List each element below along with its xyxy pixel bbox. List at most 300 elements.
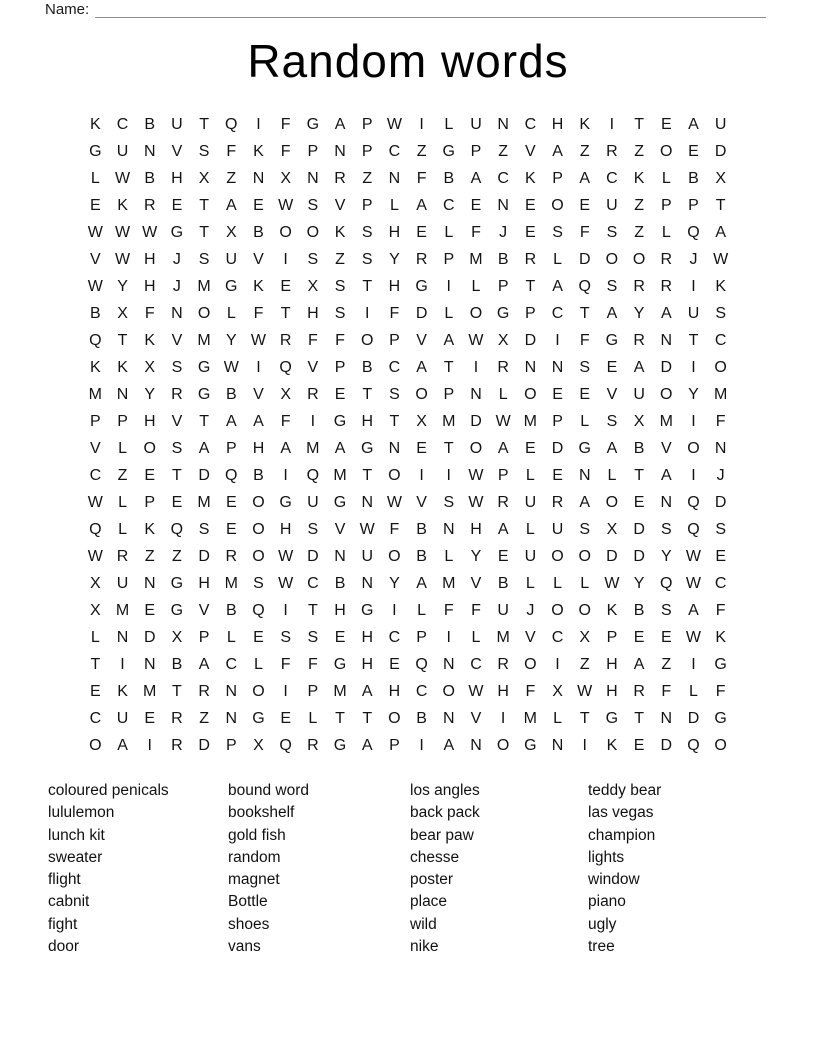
grid-cell: Q [578, 278, 591, 295]
grid-cell: O [252, 683, 265, 700]
grid-cell: U [714, 116, 727, 133]
grid-cell: V [171, 413, 183, 430]
grid-cell: E [660, 116, 672, 133]
grid-cell: H [388, 278, 401, 295]
grid-cell: K [253, 278, 264, 295]
grid-cell: Q [687, 737, 700, 754]
grid-cell: L [444, 116, 454, 133]
grid-cell: Z [579, 656, 590, 673]
grid-cell: J [499, 224, 508, 241]
grid-cell: K [525, 170, 536, 187]
grid-cell: S [579, 521, 591, 538]
grid-cell: P [225, 440, 237, 457]
grid-cell: G [605, 332, 619, 349]
grid-cell: W [386, 494, 402, 511]
grid-cell: L [118, 440, 127, 457]
grid-cell: I [609, 116, 615, 133]
grid-cell: I [691, 359, 696, 376]
grid-cell: S [198, 521, 210, 538]
grid-cell: E [525, 440, 536, 457]
grid-cell: I [283, 467, 288, 484]
grid-cell: G [333, 494, 347, 511]
grid-cell: I [419, 737, 424, 754]
grid-cell: V [171, 143, 183, 160]
word-list-item: lunch kit [48, 826, 105, 844]
grid-cell: F [579, 332, 590, 349]
grid-cell: J [526, 602, 535, 619]
grid-cell: F [280, 413, 291, 430]
grid-cell: G [360, 440, 374, 457]
grid-cell: T [525, 278, 536, 295]
grid-cell: P [443, 251, 455, 268]
grid-cell: U [361, 548, 373, 565]
grid-cell: R [171, 737, 183, 754]
grid-cell: X [90, 575, 101, 592]
grid-cell: Z [498, 143, 509, 160]
grid-cell: M [659, 413, 673, 430]
grid-cell: H [143, 413, 156, 430]
grid-cell: P [552, 413, 563, 430]
grid-cell: A [715, 224, 726, 241]
grid-cell: E [144, 710, 156, 727]
grid-cell: W [604, 575, 620, 592]
grid-cell: E [171, 494, 183, 511]
grid-cell: I [446, 629, 451, 646]
grid-cell: E [525, 197, 536, 214]
grid-cell: P [497, 467, 509, 484]
grid-cell: X [497, 332, 509, 349]
grid-cell: N [361, 494, 373, 511]
word-list-item: piano [588, 893, 626, 911]
word-list-item: los angles [410, 782, 480, 799]
grid-cell: X [715, 170, 726, 187]
grid-cell: B [253, 224, 264, 241]
grid-cell: D [633, 521, 645, 538]
grid-cell: I [419, 116, 424, 133]
grid-cell: B [497, 251, 509, 268]
grid-cell: D [660, 359, 673, 376]
grid-cell: V [525, 143, 536, 160]
grid-cell: T [362, 710, 373, 727]
grid-cell: N [660, 494, 673, 511]
grid-cell: H [388, 683, 401, 700]
grid-cell: H [388, 224, 401, 241]
grid-cell: O [415, 386, 428, 403]
grid-cell: A [688, 116, 699, 133]
grid-cell: W [87, 548, 103, 565]
grid-cell: L [118, 521, 127, 538]
grid-cell: Z [117, 467, 128, 484]
grid-cell: C [89, 467, 102, 484]
grid-cell: J [172, 251, 181, 268]
grid-cell: C [551, 629, 564, 646]
grid-cell: S [307, 521, 319, 538]
grid-cell: A [552, 143, 563, 160]
grid-cell: O [252, 521, 265, 538]
grid-cell: K [117, 197, 128, 214]
grid-cell: S [334, 278, 346, 295]
grid-cell: A [198, 656, 210, 673]
grid-cell: R [497, 656, 509, 673]
grid-cell: N [388, 440, 401, 457]
grid-cell: M [442, 413, 456, 430]
grid-cell: G [306, 116, 320, 133]
grid-cell: W [685, 548, 702, 565]
grid-cell: L [553, 251, 562, 268]
grid-cell: A [660, 305, 672, 322]
grid-cell: A [606, 305, 618, 322]
grid-cell: V [334, 521, 346, 538]
grid-cell: E [416, 440, 427, 457]
grid-cell: W [685, 575, 702, 592]
grid-cell: R [633, 278, 645, 295]
grid-cell: P [144, 494, 156, 511]
grid-cell: X [253, 737, 264, 754]
grid-cell: G [279, 494, 292, 511]
grid-cell: T [280, 305, 291, 322]
grid-cell: P [470, 143, 482, 160]
grid-cell: F [280, 143, 291, 160]
grid-cell: O [442, 683, 455, 700]
grid-cell: C [388, 359, 401, 376]
grid-cell: S [361, 251, 373, 268]
grid-cell: T [362, 278, 373, 295]
grid-cell: C [225, 656, 238, 673]
grid-cell: O [578, 602, 591, 619]
grid-cell: W [278, 197, 294, 214]
grid-cell: O [524, 656, 537, 673]
grid-cell: Q [687, 224, 700, 241]
grid-cell: Q [225, 116, 238, 133]
grid-cell: U [524, 494, 537, 511]
grid-cell: R [334, 170, 346, 187]
grid-cell: R [633, 683, 645, 700]
grid-cell: M [523, 413, 537, 430]
grid-cell: P [660, 197, 672, 214]
grid-cell: V [198, 602, 210, 619]
grid-cell: T [199, 116, 209, 133]
grid-cell: Q [170, 521, 184, 538]
grid-cell: C [89, 710, 102, 727]
grid-cell: A [633, 359, 645, 376]
grid-cell: P [416, 629, 427, 646]
grid-cell: Z [579, 143, 590, 160]
grid-cell: S [334, 305, 346, 322]
grid-cell: E [633, 494, 645, 511]
grid-cell: J [716, 467, 725, 484]
grid-cell: F [280, 656, 291, 673]
grid-cell: N [551, 737, 564, 754]
grid-cell: S [307, 197, 319, 214]
grid-cell: Z [335, 251, 345, 268]
grid-cell: I [256, 359, 261, 376]
grid-cell: H [361, 413, 373, 430]
grid-cell: E [253, 629, 264, 646]
grid-cell: W [142, 224, 158, 241]
grid-cell: V [606, 386, 618, 403]
grid-cell: W [278, 575, 294, 592]
grid-cell: I [691, 656, 696, 673]
grid-cell: K [715, 278, 726, 295]
grid-cell: X [225, 224, 237, 241]
grid-cell: E [633, 737, 645, 754]
grid-cell: U [116, 710, 129, 727]
grid-cell: N [714, 440, 727, 457]
grid-cell: A [361, 683, 373, 700]
grid-cell: G [333, 413, 347, 430]
grid-cell: M [115, 602, 130, 619]
grid-cell: N [388, 170, 401, 187]
grid-cell: V [90, 251, 101, 268]
grid-cell: O [660, 386, 673, 403]
grid-cell: E [253, 197, 264, 214]
grid-cell: E [688, 143, 699, 160]
grid-cell: Z [634, 143, 644, 160]
grid-cell: K [117, 683, 128, 700]
grid-cell: W [468, 494, 484, 511]
grid-cell: X [144, 359, 156, 376]
grid-cell: R [551, 494, 564, 511]
grid-cell: D [687, 710, 700, 727]
grid-cell: G [496, 305, 510, 322]
grid-cell: T [634, 467, 644, 484]
grid-cell: H [606, 656, 618, 673]
grid-cell: R [307, 737, 319, 754]
grid-cell: Y [688, 386, 699, 403]
grid-cell: F [715, 413, 726, 430]
grid-cell: Y [144, 386, 156, 403]
grid-cell: M [523, 710, 537, 727]
word-list-item: random [228, 848, 281, 866]
grid-cell: A [253, 413, 264, 430]
grid-cell: V [660, 440, 672, 457]
grid-cell: C [714, 575, 727, 592]
grid-cell: W [223, 359, 239, 376]
grid-cell: B [633, 602, 645, 619]
grid-cell: A [334, 116, 346, 133]
grid-cell: O [279, 224, 292, 241]
word-list-item: gold fish [228, 826, 286, 844]
grid-cell: N [116, 629, 129, 646]
grid-cell: E [90, 197, 101, 214]
grid-cell: R [660, 251, 673, 268]
word-list-item: flight [48, 871, 81, 889]
grid-cell: Q [89, 332, 102, 349]
grid-cell: P [198, 629, 210, 646]
grid-cell: D [578, 251, 591, 268]
grid-cell: O [469, 440, 483, 457]
grid-cell: N [116, 386, 129, 403]
grid-cell: H [361, 629, 373, 646]
grid-cell: V [525, 629, 536, 646]
grid-cell: B [225, 602, 237, 619]
grid-cell: R [633, 332, 645, 349]
grid-cell: E [280, 710, 291, 727]
grid-cell: G [605, 710, 619, 727]
grid-cell: Y [633, 575, 645, 592]
grid-cell: C [497, 170, 509, 187]
grid-cell: L [226, 305, 236, 322]
grid-cell: C [415, 683, 428, 700]
grid-cell: F [307, 332, 318, 349]
grid-cell: X [416, 413, 427, 430]
grid-cell: V [334, 197, 346, 214]
word-list-item: bear paw [410, 826, 474, 844]
grid-cell: F [389, 521, 400, 538]
grid-cell: W [114, 224, 131, 241]
grid-cell: E [715, 548, 726, 565]
grid-cell: N [334, 548, 346, 565]
grid-cell: G [170, 575, 184, 592]
grid-cell: I [283, 251, 288, 268]
grid-cell: B [416, 548, 427, 565]
grid-cell: F [715, 602, 726, 619]
grid-cell: O [632, 251, 646, 268]
grid-cell: M [197, 494, 211, 511]
grid-cell: D [633, 548, 645, 565]
grid-cell: A [361, 737, 373, 754]
grid-cell: I [147, 737, 152, 754]
grid-cell: W [386, 116, 402, 133]
grid-cell: V [307, 359, 319, 376]
grid-cell: F [280, 116, 291, 133]
grid-cell: U [633, 386, 645, 403]
grid-cell: I [446, 278, 451, 295]
grid-cell: D [198, 548, 210, 565]
grid-cell: A [416, 359, 427, 376]
grid-cell: E [525, 224, 536, 241]
grid-cell: Y [117, 278, 128, 295]
grid-cell: W [87, 224, 103, 241]
grid-cell: F [471, 602, 481, 619]
grid-cell: R [497, 494, 509, 511]
grid-cell: D [606, 548, 618, 565]
page-title: Random words [247, 35, 569, 87]
grid-cell: E [144, 467, 156, 484]
grid-cell: G [524, 737, 537, 754]
grid-cell: K [715, 629, 726, 646]
grid-cell: L [580, 413, 590, 430]
grid-cell: P [552, 170, 563, 187]
name-label: Name: [45, 1, 90, 18]
word-list-item: bookshelf [228, 804, 295, 822]
grid-cell: X [552, 683, 563, 700]
grid-cell: P [225, 737, 237, 754]
grid-cell: B [633, 440, 645, 457]
word-list-item: Bottle [228, 893, 268, 911]
grid-cell: I [446, 467, 451, 484]
grid-cell: I [691, 467, 696, 484]
grid-cell: H [334, 602, 346, 619]
grid-cell: N [307, 170, 319, 187]
grid-cell: P [443, 386, 455, 403]
grid-cell: D [198, 737, 210, 754]
grid-cell: F [715, 683, 726, 700]
grid-cell: Y [633, 305, 645, 322]
grid-cell: W [278, 548, 294, 565]
grid-cell: K [606, 602, 618, 619]
name-blank-line [95, 2, 766, 18]
grid-cell: B [416, 521, 427, 538]
grid-cell: X [633, 413, 645, 430]
grid-cell: T [715, 197, 726, 214]
grid-cell: E [389, 656, 400, 673]
grid-cell: Y [389, 251, 400, 268]
grid-cell: D [660, 737, 673, 754]
word-list-item: door [48, 938, 80, 956]
grid-cell: J [172, 278, 181, 295]
grid-cell: N [334, 143, 346, 160]
grid-cell: X [171, 629, 183, 646]
grid-cell: N [660, 710, 673, 727]
word-list-item: sweater [48, 848, 103, 866]
grid-cell: O [388, 467, 401, 484]
grid-cell: D [551, 440, 564, 457]
grid-cell: P [525, 305, 536, 322]
grid-cell: B [361, 359, 373, 376]
grid-cell: E [497, 548, 509, 565]
grid-cell: F [416, 170, 427, 187]
grid-cell: N [225, 710, 238, 727]
grid-cell: R [225, 548, 238, 565]
word-list-column [48, 780, 169, 958]
grid-cell: A [334, 440, 346, 457]
grid-cell: W [114, 251, 131, 268]
grid-cell: G [333, 737, 347, 754]
word-list-item: champion [588, 826, 656, 844]
grid-cell: O [252, 494, 265, 511]
grid-cell: V [90, 440, 101, 457]
grid-cell: N [361, 575, 373, 592]
grid-cell: P [307, 683, 319, 700]
grid-cell: K [90, 116, 101, 133]
grid-cell: G [89, 143, 102, 160]
grid-cell: O [714, 359, 727, 376]
grid-cell: L [444, 305, 454, 322]
grid-cell: S [198, 143, 210, 160]
grid-cell: S [579, 359, 591, 376]
grid-cell: N [660, 332, 673, 349]
grid-cell: T [199, 413, 209, 430]
grid-cell: B [90, 305, 101, 322]
grid-cell: F [525, 683, 536, 700]
grid-cell: K [606, 737, 618, 754]
grid-cell: B [443, 170, 455, 187]
grid-cell: L [417, 602, 427, 619]
grid-cell: U [497, 602, 509, 619]
grid-cell: A [225, 413, 237, 430]
grid-cell: U [551, 521, 564, 538]
grid-cell: L [525, 521, 535, 538]
word-list-item: las vegas [588, 804, 654, 822]
grid-cell: W [359, 521, 375, 538]
grid-cell: U [171, 116, 183, 133]
grid-cell: K [579, 116, 591, 133]
grid-cell: E [171, 197, 183, 214]
grid-cell: B [416, 710, 427, 727]
grid-cell: N [443, 521, 455, 538]
grid-cell: W [468, 332, 484, 349]
grid-cell: C [470, 656, 482, 673]
grid-cell: R [524, 251, 537, 268]
grid-cell: F [226, 143, 237, 160]
grid-cell: T [307, 602, 318, 619]
grid-cell: H [143, 251, 156, 268]
grid-cell: Z [172, 548, 182, 565]
grid-cell: H [361, 656, 373, 673]
grid-cell: S [660, 602, 672, 619]
grid-cell: I [555, 332, 560, 349]
